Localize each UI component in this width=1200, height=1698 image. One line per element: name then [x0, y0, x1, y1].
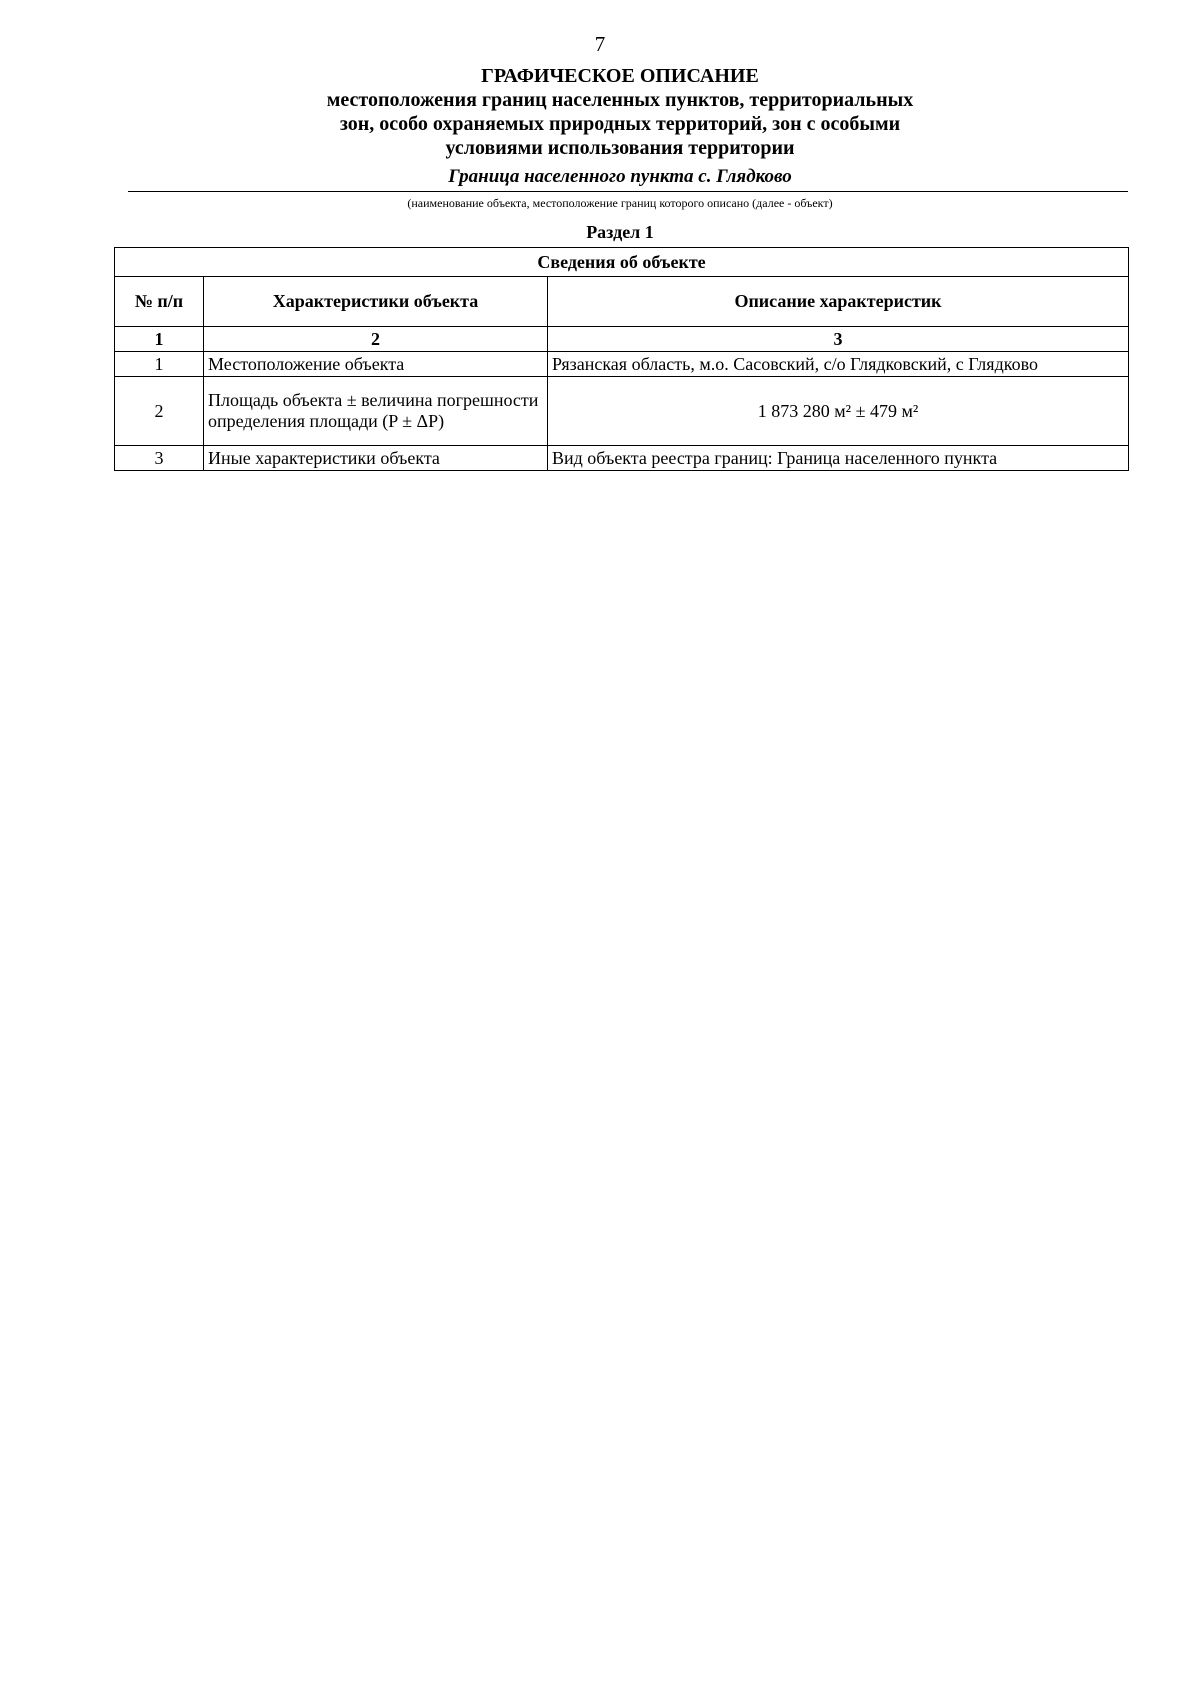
- row-characteristic: Площадь объекта ± величина погрешности определения площади (P ± ΔP): [204, 377, 548, 446]
- row-num: 1: [115, 352, 204, 377]
- column-number: 1: [115, 327, 204, 352]
- row-characteristic: Иные характеристики объекта: [204, 446, 548, 471]
- row-description: 1 873 280 м² ± 479 м²: [548, 377, 1129, 446]
- header-description: Описание характеристик: [548, 277, 1129, 327]
- table-row: [115, 352, 1129, 377]
- row-num: 3: [115, 446, 204, 471]
- header-num: № п/п: [115, 277, 204, 327]
- underline-rule: [128, 191, 1128, 192]
- table-row: [115, 446, 1129, 471]
- table-caption: Сведения об объекте: [115, 248, 1129, 277]
- header-characteristic: Характеристики объекта: [204, 277, 548, 327]
- column-number-row: [115, 327, 1129, 352]
- object-info-table: [114, 247, 1129, 471]
- column-number: 3: [548, 327, 1129, 352]
- row-description: Вид объекта реестра границ: Граница населенного пункта: [548, 446, 1129, 471]
- title-line-3: зон, особо охраняемых природных территорий, зон с особыми: [339, 113, 901, 135]
- row-characteristic: Местоположение объекта: [204, 352, 548, 377]
- row-num: 2: [115, 377, 204, 446]
- row-description: Рязанская область, м.о. Сасовский, с/о Глядковский, с Глядково: [548, 352, 1129, 377]
- column-number: 2: [204, 327, 548, 352]
- document-title: [0, 64, 1200, 160]
- object-name-caption: (наименование объекта, местоположение границ которого описано (далее - объект): [407, 196, 833, 210]
- table-header-row: [115, 277, 1129, 327]
- title-line-4: условиями использования территории: [445, 137, 795, 159]
- title-line-2: местоположения границ населенных пунктов, территориальных: [326, 89, 914, 111]
- table-caption-row: [115, 248, 1129, 277]
- page-number: 7: [594, 32, 606, 56]
- object-name: Граница населенного пункта с. Глядково: [448, 166, 792, 187]
- section-title: Раздел 1: [586, 222, 654, 242]
- table-row: [115, 377, 1129, 446]
- title-line-1: ГРАФИЧЕСКОЕ ОПИСАНИЕ: [481, 65, 759, 87]
